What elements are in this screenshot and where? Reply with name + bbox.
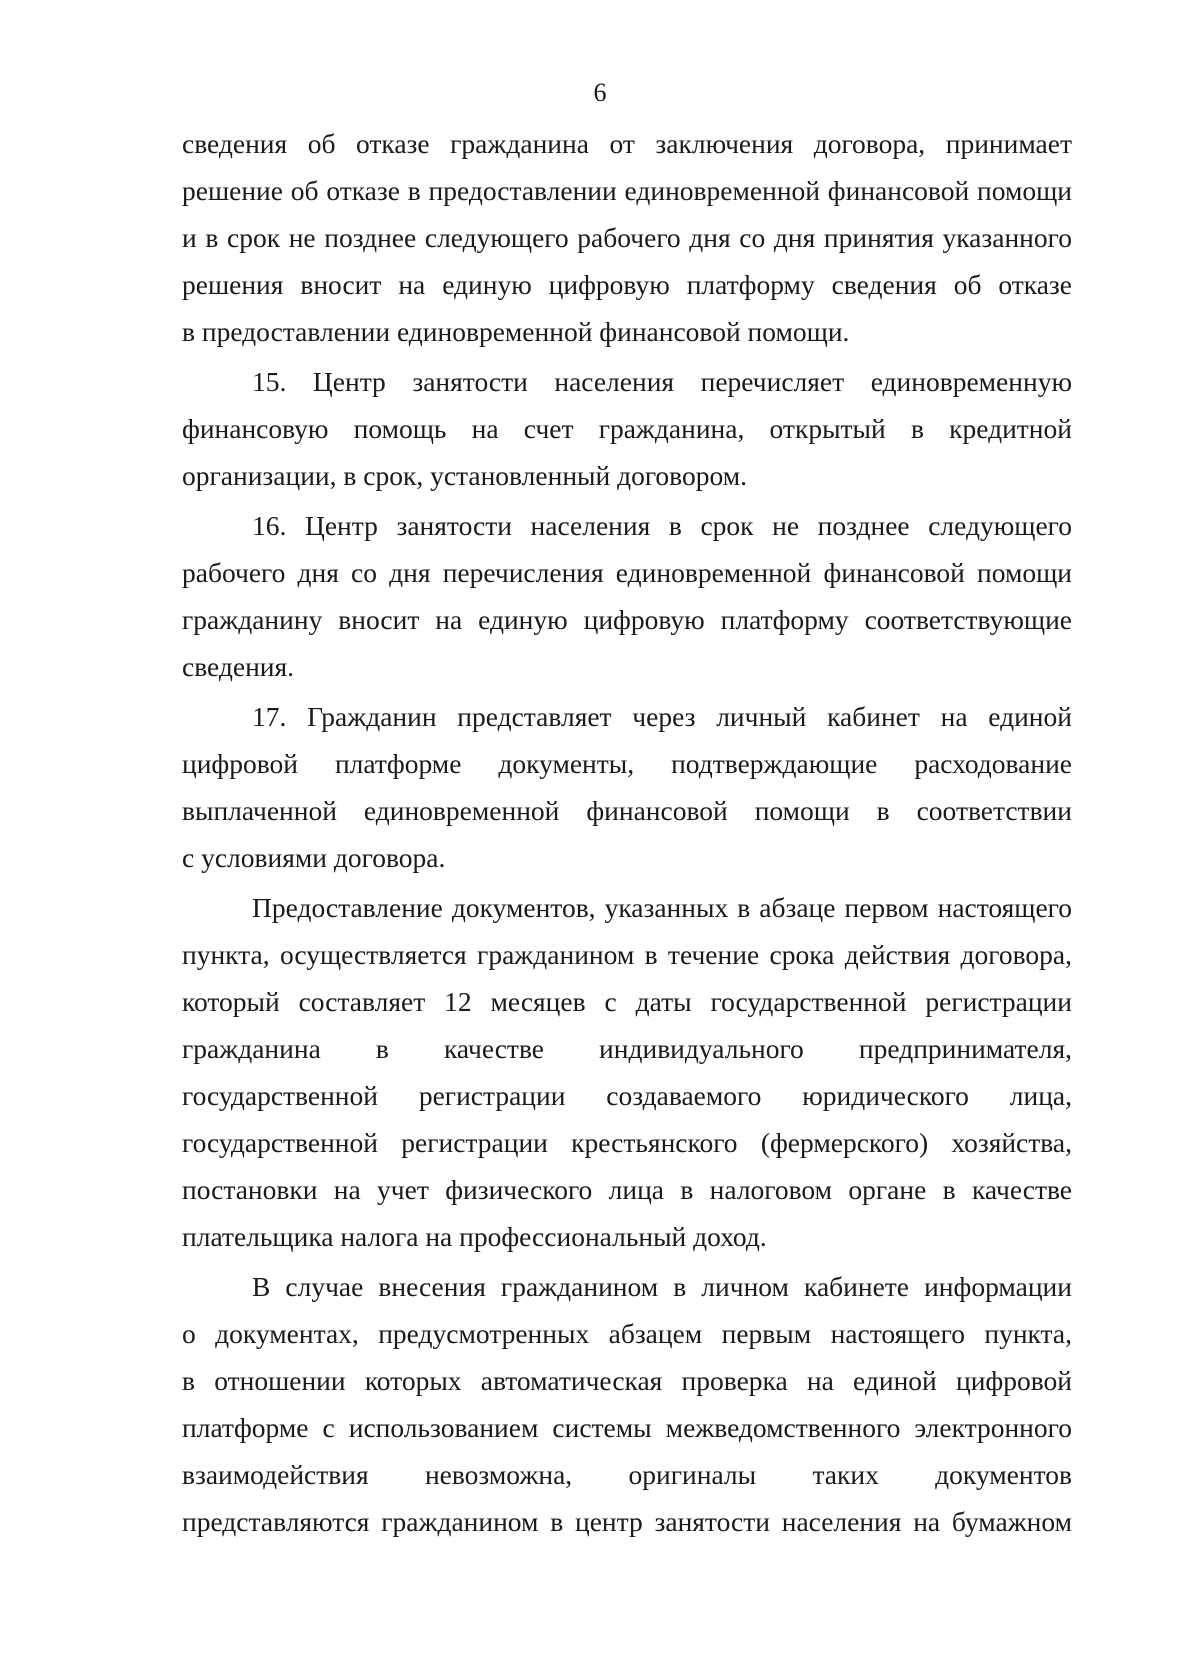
text-line: постановки на учет физического лица в налоговом органе в качестве [182, 1174, 1072, 1205]
text-line: и в срок не позднее следующего рабочего дня со дня принятия указанного [182, 222, 1072, 253]
text-line: организации, в срок, установленный договором. [182, 460, 747, 491]
page-number: 6 [593, 78, 607, 107]
text-line: в предоставлении единовременной финансовой помощи. [182, 316, 850, 347]
text-line: рабочего дня со дня перечисления единовременной финансовой помощи [182, 557, 1072, 588]
text-line: решение об отказе в предоставлении единовременной финансовой помощи [182, 175, 1072, 206]
text-line: с условиями договора. [182, 842, 446, 873]
text-line: 17. Гражданин представляет через личный кабинет на единой [252, 701, 1072, 732]
paragraph-16 [182, 502, 1072, 690]
paragraph-documents-term [182, 884, 1072, 1260]
text-line: государственной регистрации создаваемого юридического лица, [182, 1080, 1072, 1111]
text-line: о документах, предусмотренных абзацем первым настоящего пункта, [182, 1318, 1072, 1349]
text-line: цифровой платформе документы, подтверждающие расходование [182, 748, 1072, 779]
text-line: взаимодействия невозможна, оригиналы таких документов [182, 1459, 1072, 1490]
text-line: который составляет 12 месяцев с даты государственной регистрации [182, 986, 1072, 1017]
text-line: государственной регистрации крестьянского (фермерского) хозяйства, [182, 1127, 1072, 1158]
text-line: В случае внесения гражданином в личном кабинете информации [252, 1271, 1072, 1302]
text-line: гражданина в качестве индивидуального предпринимателя, [182, 1033, 1072, 1064]
paragraph-15 [182, 358, 1072, 499]
text-line: 16. Центр занятости населения в срок не позднее следующего [252, 510, 1072, 541]
text-line: 15. Центр занятости населения перечисляет единовременную [252, 366, 1072, 397]
text-line: сведения. [182, 651, 295, 682]
text-line: плательщика налога на профессиональный доход. [182, 1221, 767, 1252]
text-line: гражданину вносит на единую цифровую платформу соответствующие [182, 604, 1072, 635]
paragraph [182, 120, 1072, 355]
text-line: пункта, осуществляется гражданином в течение срока действия договора, [182, 939, 1072, 970]
paragraph-paper-originals [182, 1263, 1072, 1545]
text-line: сведения об отказе гражданина от заключения договора, принимает [182, 128, 1072, 159]
text-line: Предоставление документов, указанных в абзаце первом настоящего [252, 892, 1072, 923]
text-line: финансовую помощь на счет гражданина, открытый в кредитной [182, 413, 1072, 444]
text-line: платформе с использованием системы межведомственного электронного [182, 1412, 1072, 1443]
text-line: в отношении которых автоматическая проверка на единой цифровой [182, 1365, 1072, 1396]
text-line: решения вносит на единую цифровую платформу сведения об отказе [182, 269, 1072, 300]
text-line: выплаченной единовременной финансовой помощи в соответствии [182, 795, 1072, 826]
document-body [182, 120, 1072, 1548]
paragraph-17 [182, 693, 1072, 881]
text-line: представляются гражданином в центр занятости населения на бумажном [182, 1506, 1072, 1537]
